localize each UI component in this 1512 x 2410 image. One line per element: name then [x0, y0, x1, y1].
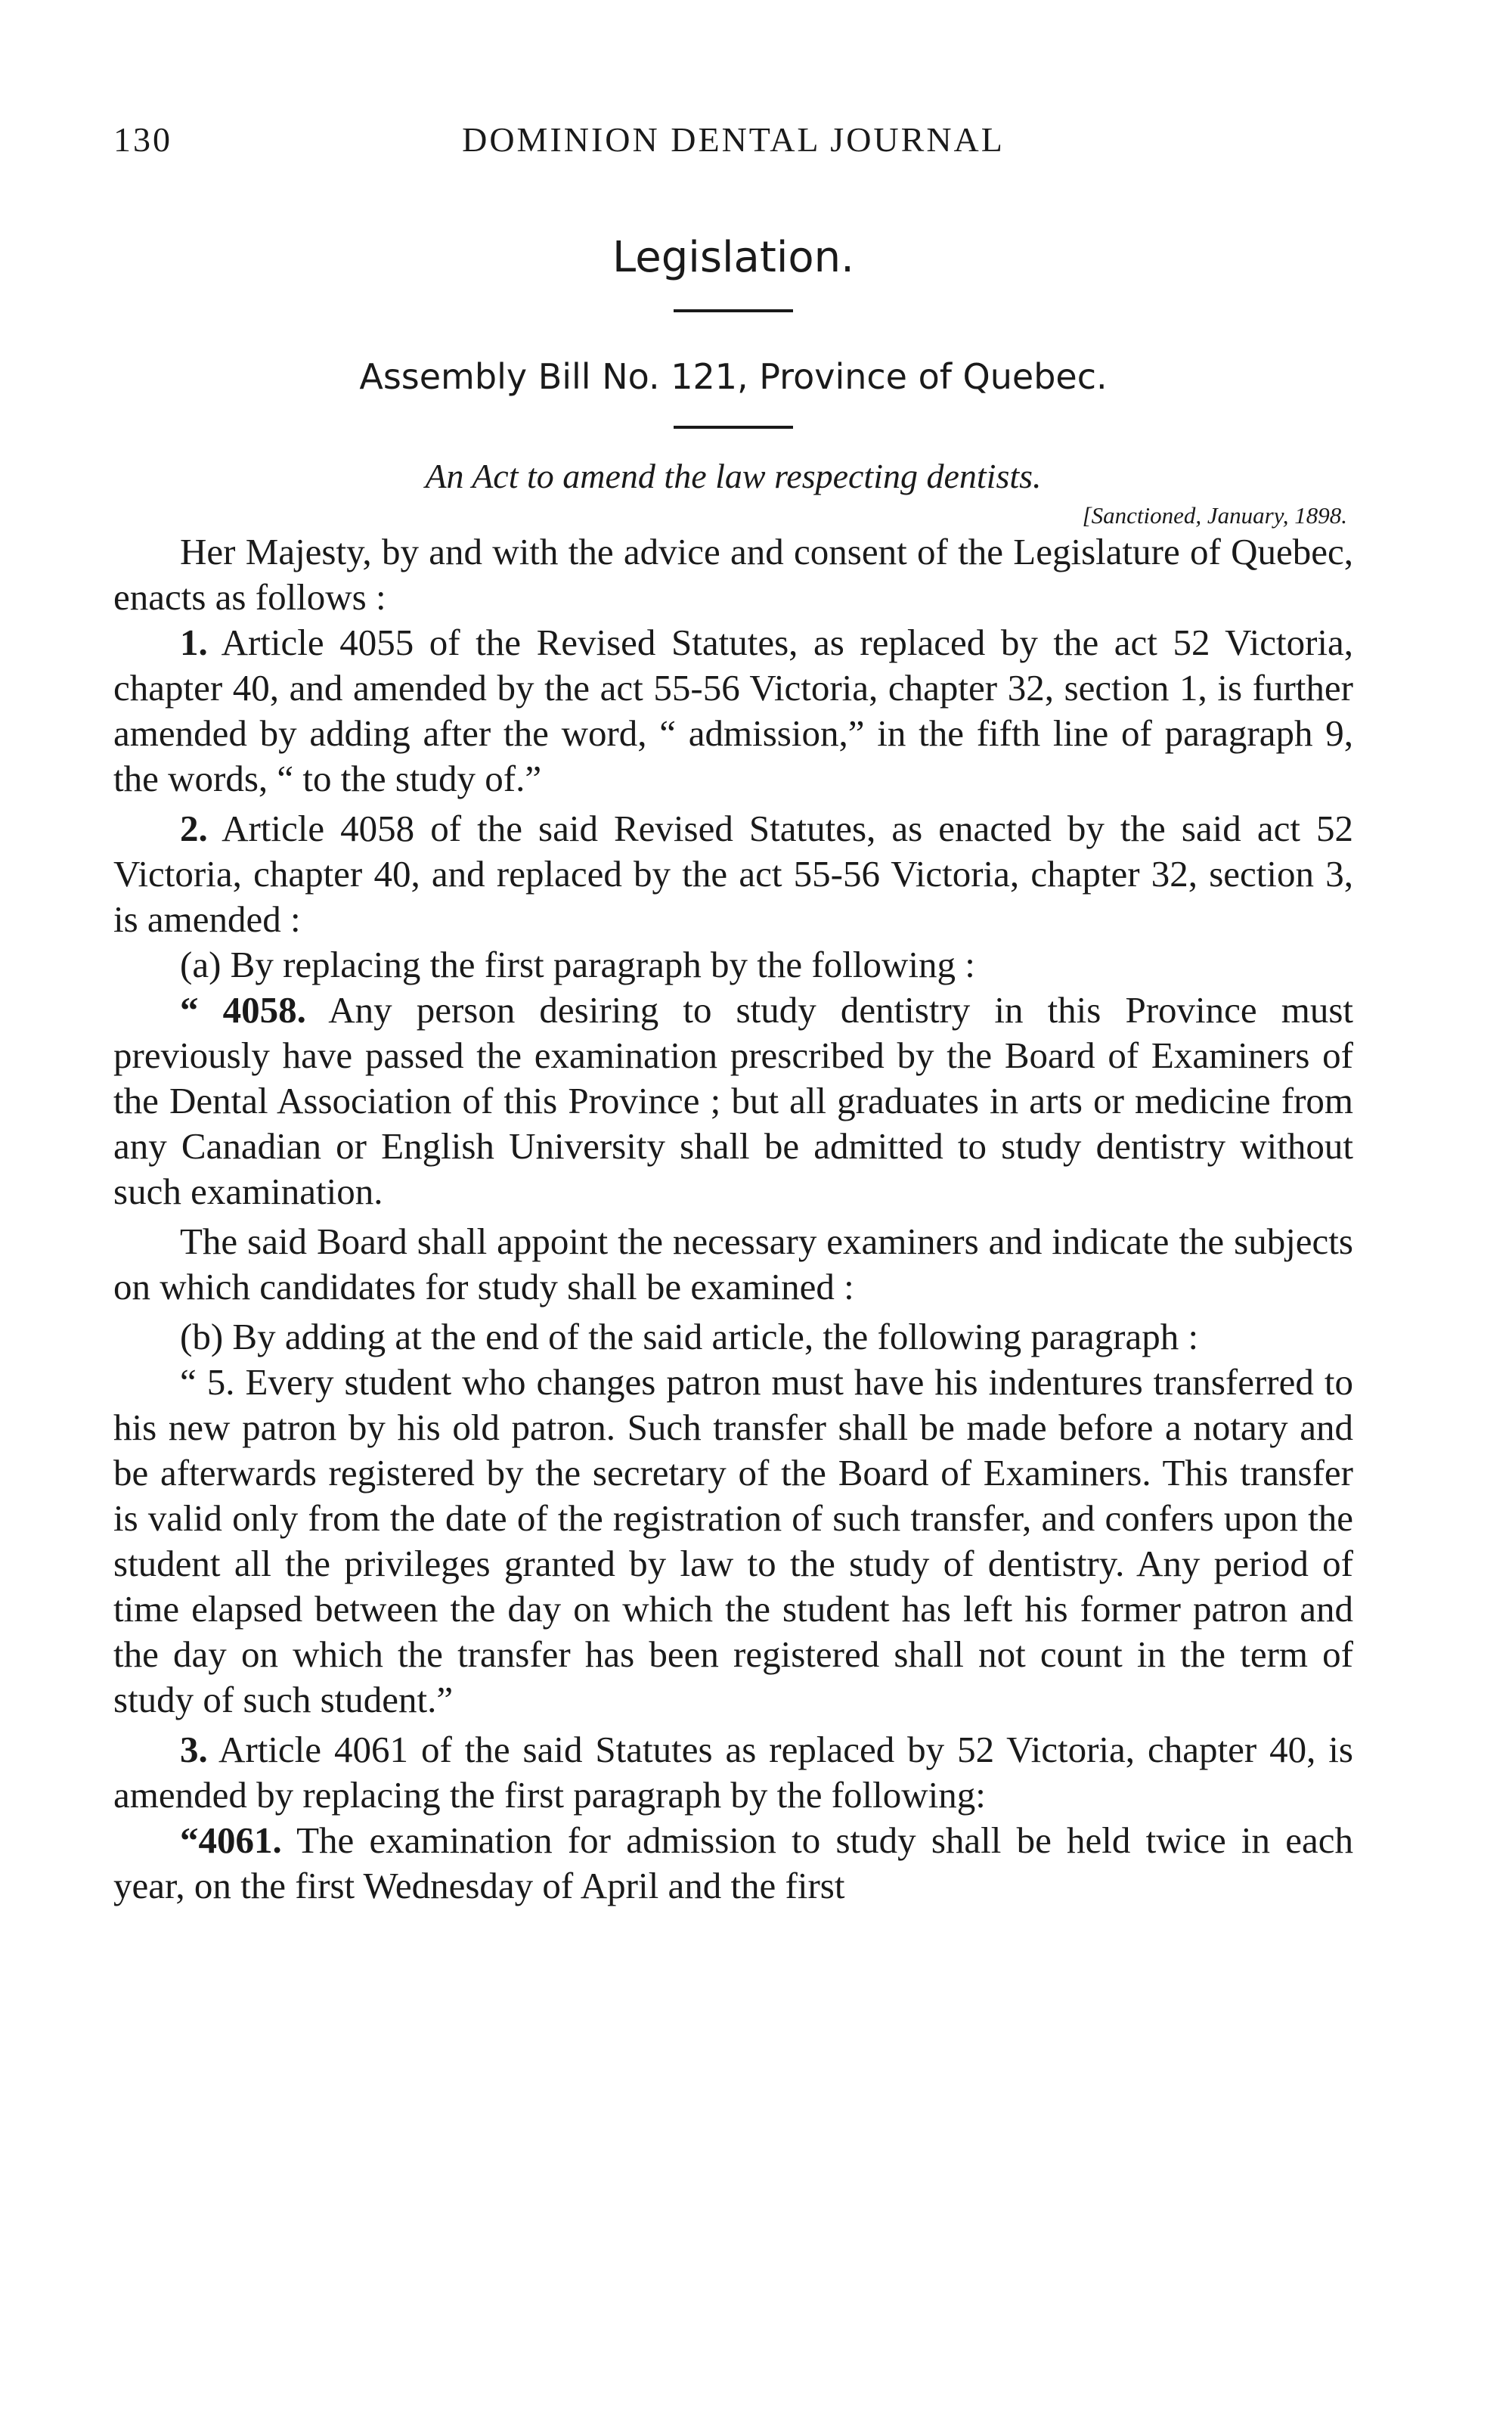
article-4061-number: “4061. [180, 1819, 282, 1861]
clause-a: (a) By replacing the first paragraph by the following : [180, 944, 975, 985]
bill-body [113, 529, 1353, 1909]
sanction-date: [Sanctioned, January, 1898. [1082, 502, 1347, 529]
section-title: Legislation. [612, 233, 854, 282]
board-paragraph: The said Board shall appoint the necessary examiners and indicate the subjects on which candidates for study shall be examined : [113, 1221, 1353, 1307]
clause-b: (b) By adding at the end of the said article, the following paragraph : [180, 1316, 1199, 1357]
article-4061 [113, 1818, 1353, 1909]
page-number: 130 [113, 120, 172, 159]
section-2 [113, 806, 1353, 942]
section-3-text: Article 4061 of the said Statutes as replaced by 52 Victoria, chapter 40, is amended by replacing the first paragraph by the following: [113, 1729, 1353, 1816]
article-4061-text: The examination for admission to study shall be held twice in each year, on the first Wednesday of April and the first [113, 1819, 1353, 1906]
section-1-number: 1. [180, 622, 208, 663]
running-head [113, 113, 1353, 166]
act-title: An Act to amend the law respecting dentists. [425, 457, 1042, 495]
journal-page [113, 113, 1353, 1909]
journal-title: DOMINION DENTAL JOURNAL [462, 120, 1005, 159]
section-1-text: Article 4055 of the Revised Statutes, as replaced by the act 52 Victoria, chapter 40, and amended by the act 55-56 Victoria, chapter 32, section 1, is further amended by adding after the word, “ admission,” in the fifth line of paragraph 9, the words, “ to the study of.” [113, 622, 1353, 799]
bill-divider [674, 426, 793, 429]
section-3 [113, 1727, 1353, 1818]
bill-title: Assembly Bill No. 121, Province of Quebec. [359, 356, 1108, 397]
article-4058-number: “ 4058. [180, 989, 306, 1031]
article-4058-text: Any person desiring to study dentistry in this Province must previously have passed the examination prescribed by the Board of Examiners of the Dental Association of this Province ; but all graduates in arts or medicine from any Canadian or English University shall be admitted to study dentistry without such examination. [113, 989, 1354, 1212]
section-2-text: Article 4058 of the said Revised Statutes, as enacted by the said act 52 Victoria, chapter 40, and replaced by the act 55-56 Victoria, chapter 32, section 3, is amended : [113, 808, 1353, 940]
article-4058 [113, 988, 1353, 1214]
section-1 [113, 620, 1353, 802]
section-2-number: 2. [180, 808, 208, 849]
preamble: Her Majesty, by and with the advice and consent of the Legislature of Quebec, enacts as follows : [113, 531, 1353, 618]
paragraph-5: “ 5. Every student who changes patron must have his indentures transferred to his new patron by his old patron. Such transfer shall be made before a notary and be afterwards registered by the secretary of the Board of Examiners. This transfer is valid only from the date of the registration of such transfer, and confers upon the student all the privileges granted by law to the study of dentistry. Any period of time elapsed between the day on which the student has left his former patron and the day on which the transfer has been registered shall not count in the term of study of such student.” [113, 1361, 1353, 1720]
section-3-number: 3. [180, 1729, 208, 1770]
title-divider [674, 309, 793, 312]
